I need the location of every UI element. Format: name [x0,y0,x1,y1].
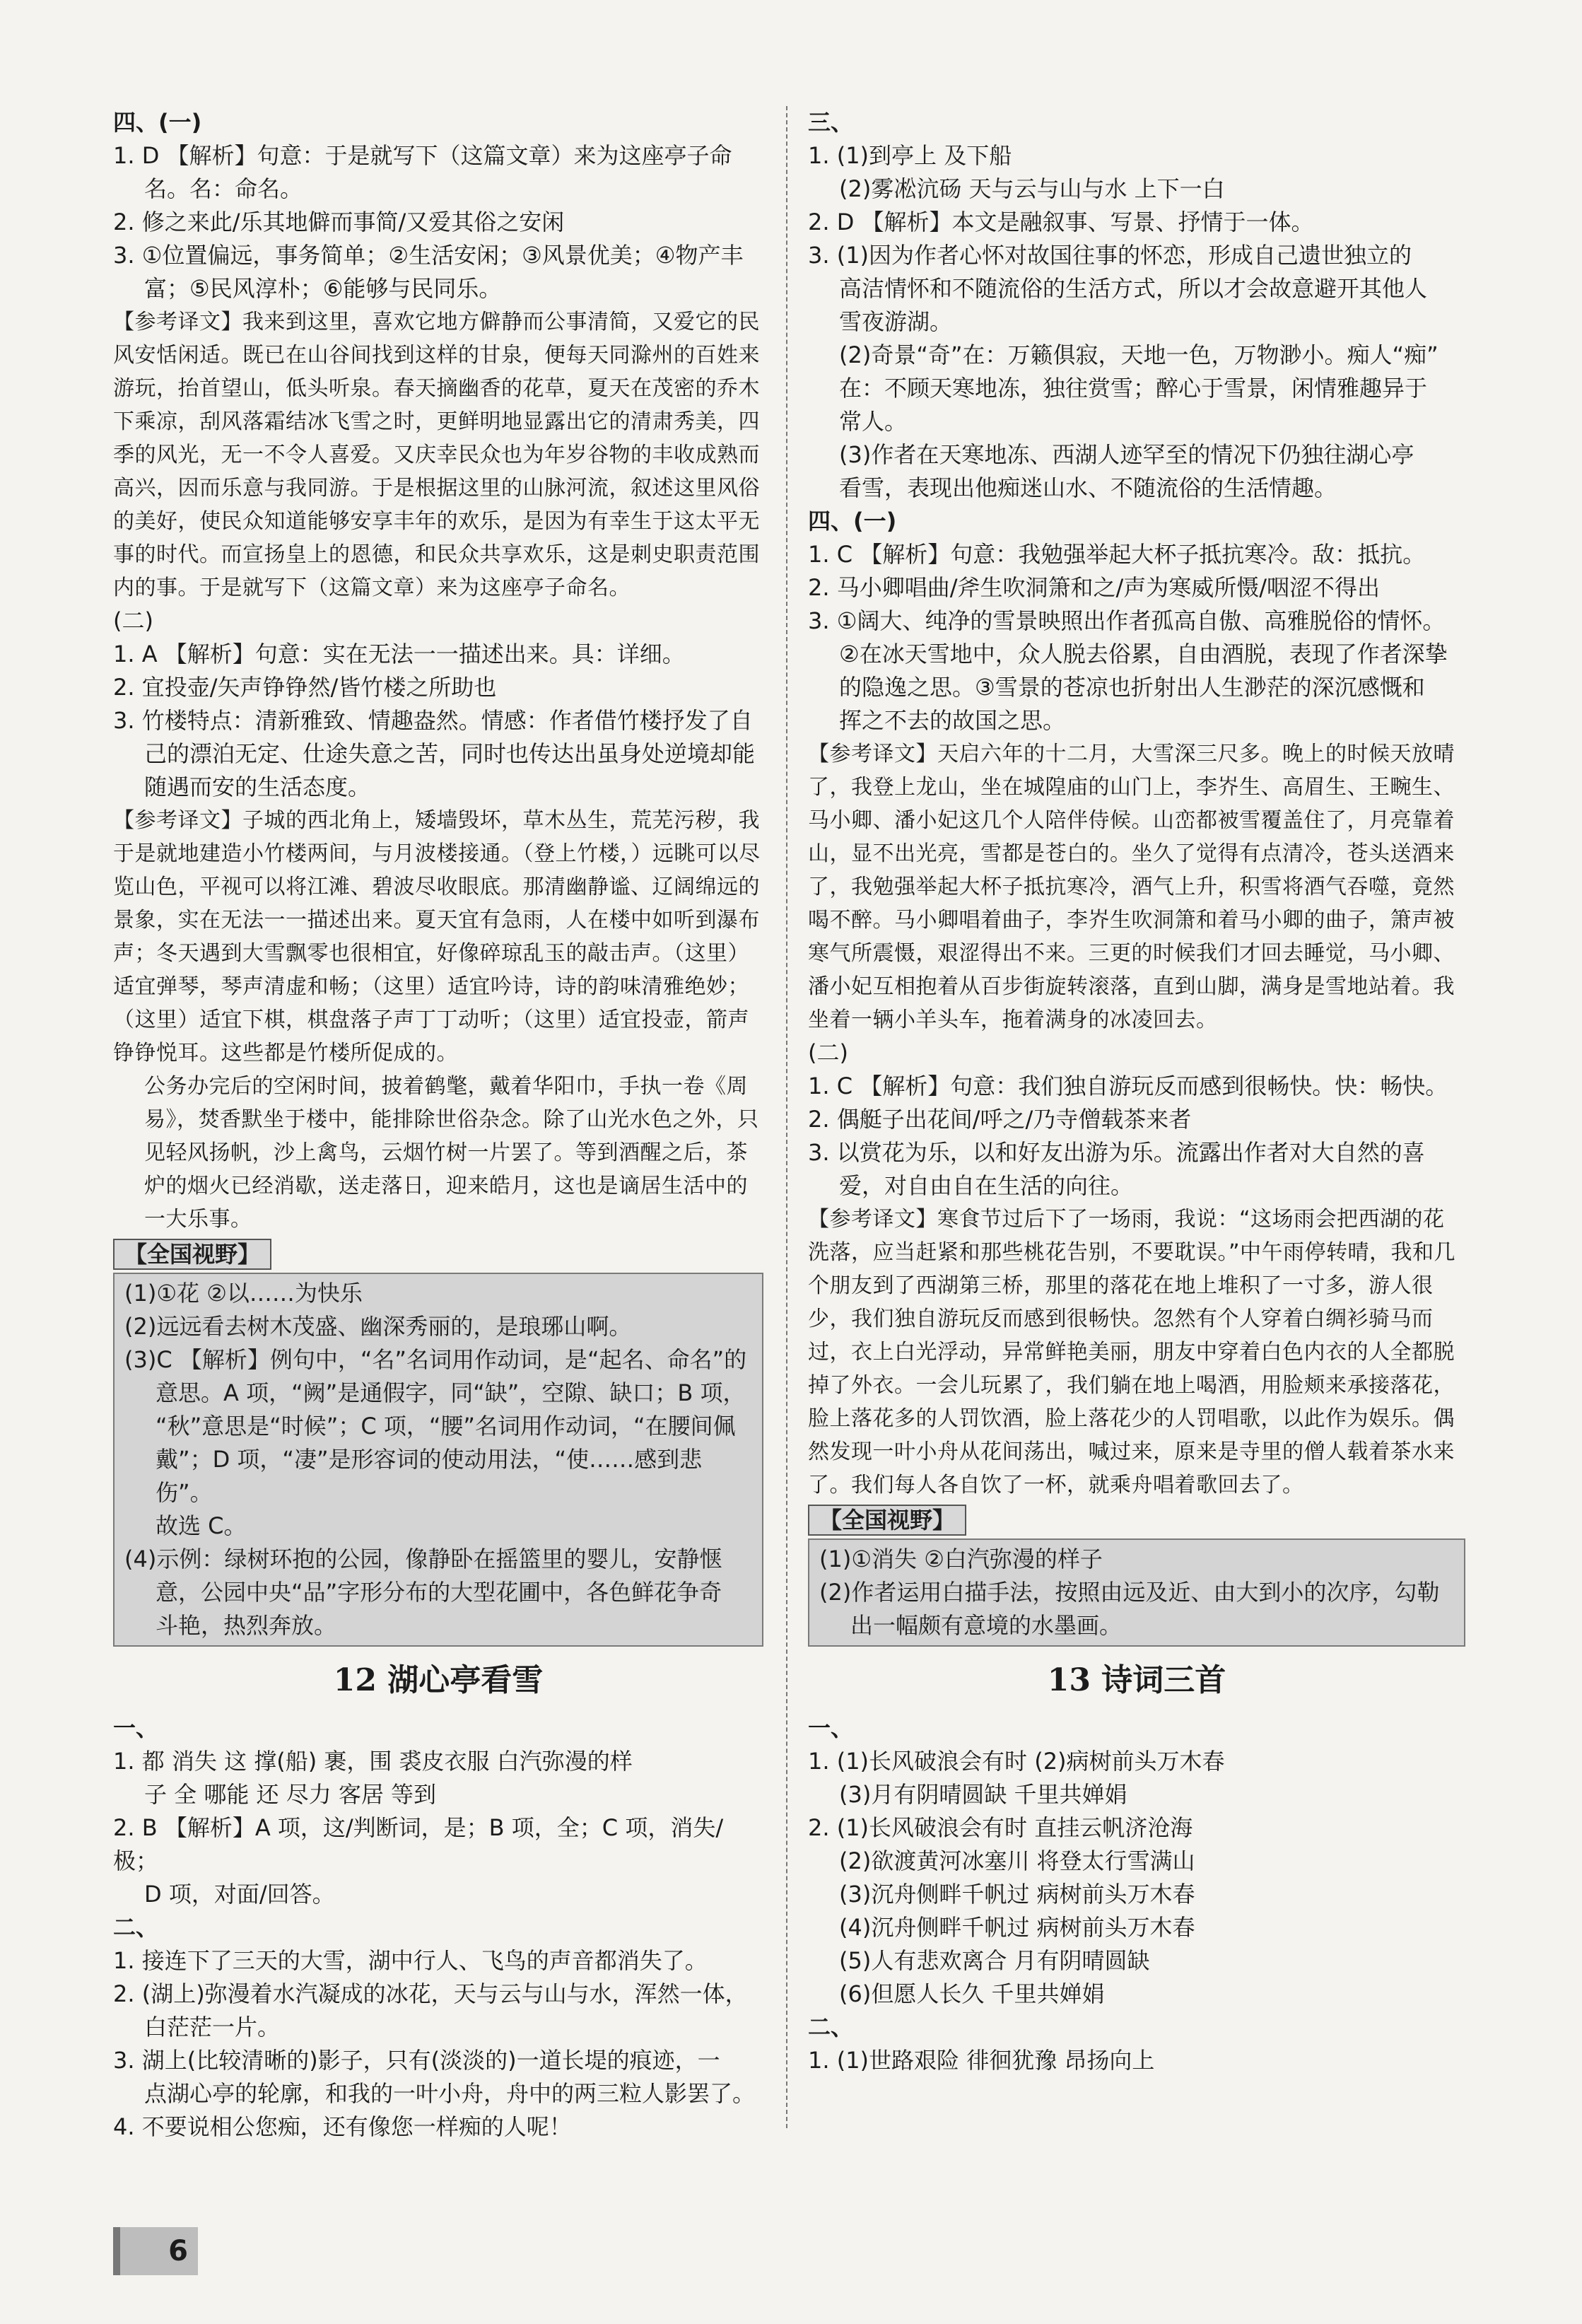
answer-line: 1. A 【解析】句意：实在无法一一描述出来。具：详细。 [113,641,685,667]
answer-line: 2. B 【解析】A 项，这/判断词，是；B 项，全；C 项，消失/极； [113,1814,724,1874]
answer-line: 常人。 [839,408,908,435]
answer-line: 1. C 【解析】句意：我们独自游玩反而感到很畅快。快：畅快。 [808,1073,1448,1099]
answer-line: 3. ①位置偏远，事务简单；②生活安闲；③风景优美；④物产丰 [113,242,744,269]
answer-line: 挥之不去的故国之思。 [839,707,1066,734]
answer-line: 1. D 【解析】句意：于是就写下（这篇文章）来为这座亭子命 [113,142,732,169]
answer-line: (二) [113,607,153,634]
answer-line: 子 全 哪能 还 尽力 客居 等到 [144,1781,437,1808]
box-line: 斗艳，热烈奔放。 [156,1612,337,1639]
answer-line: 1. 都 消失 这 撑(船) 裹，围 裘皮衣服 白汽弥漫的样 [113,1748,633,1775]
answer-line: D 项，对面/回答。 [144,1881,335,1908]
answer-line: 2. 马小卿唱曲/斧生吹洞箫和之/声为寒威所慑/咽涩不得出 [808,574,1381,601]
national-view-label [808,1502,1465,1538]
right-column [808,106,1465,2077]
lesson-title: 12 湖心亭看雪 [333,1662,544,1698]
reference-translation: 【参考译文】寒食节过后下了一场雨，我说：“这场雨会把西湖的花洗落，应当赶紧和那些桃花告别，不要耽误。”中午雨停转晴，我和几个朋友到了西湖第三桥，那里的落花在地上堆积了一寸多，游人很少，我们独自游玩反而感到很畅快。忽然有个人穿着白绸衫骑马而过，衣上白光浮动，异常鲜艳美丽，朋友中穿着白色内衣的人全都脱掉了外衣。一会儿玩累了，我们躺在地上喝酒，用脸颊来承接落花，脸上落花多的人罚饮酒，脸上落花少的人罚唱歌，以此作为娱乐。偶然发现一叶小舟从花间荡出，喊过来，原来是寺里的僧人载着茶水来了。我们每人各自饮了一杯，就乘舟唱着歌回去了。 [808,1207,1456,1497]
reference-translation: 公务办完后的空闲时间，披着鹤氅，戴着华阳巾，手执一卷《周易》，焚香默坐于楼中，能排除世俗杂念。除了山光水色之外，只见轻风扬帆，沙上禽鸟，云烟竹树一片罢了。等到酒醒之后，茶炉的烟火已经消歇，送走落日，迎来皓月，这也是谪居生活中的一大乐事。 [144,1074,759,1232]
answer-line: 随遇而安的生活态度。 [144,773,371,800]
section-heading: 一、 [113,1715,159,1741]
answer-line: ②在冰天雪地中，众人脱去俗累，自由酒脱，表现了作者深挚 [839,641,1448,667]
answer-line: (3)沉舟侧畔千帆过 病树前头万木春 [839,1881,1195,1908]
answer-line: 富；⑤民风淳朴；⑥能够与民同乐。 [144,275,502,302]
answer-line: 3. ①阔大、纯净的雪景映照出作者孤高自傲、高雅脱俗的情怀。 [808,607,1446,634]
box-line: (2)作者运用白描手法，按照由远及近、由大到小的次序，勾勒 [819,1579,1440,1606]
answer-line: (6)但愿人长久 千里共婵娟 [839,1980,1105,2007]
box-line: 戴”；D 项，“凄”是形容词的使动用法，“使……感到悲伤”。 [156,1446,703,1506]
answer-line: 2. 宜投壶/矢声铮铮然/皆竹楼之所助也 [113,674,497,701]
answer-line: 2. 偶艇子出花间/呼之/乃寺僧载茶来者 [808,1106,1192,1133]
answer-line: 3. 竹楼特点：清新雅致、情趣盎然。情感：作者借竹楼抒发了自 [113,707,753,734]
answer-line: (二) [808,1039,848,1066]
left-column [113,106,763,2144]
lesson-title: 13 诗词三首 [1047,1662,1226,1698]
box-line: 意，公园中央“品”字形分布的大型花圃中，各色鲜花争奇 [156,1579,722,1606]
section-heading: 二、 [113,1914,159,1941]
answer-line: 高洁情怀和不随流俗的生活方式，所以才会故意避开其他人 [839,275,1428,302]
section-heading: 四、(一) [808,508,897,535]
page-number: 6 [113,2227,198,2275]
box-line: 出一幅颇有意境的水墨画。 [850,1612,1123,1639]
answer-line: (3)月有阴晴圆缺 千里共婵娟 [839,1781,1127,1808]
answer-line: 在：不顾天寒地冻，独往赏雪；醉心于雪景，闲情雅趣异于 [839,375,1428,402]
answer-line: 2. D 【解析】本文是融叙事、写景、抒情于一体。 [808,209,1314,235]
box-line: 意思。A 项，“阙”是通假字，同“缺”，空隙、缺口；B 项， [156,1379,746,1406]
answer-line: 己的漂泊无定、仕途失意之苦，同时也传达出虽身处逆境却能 [144,740,756,767]
answer-line: (2)雾凇沆砀 天与云与山与水 上下一白 [839,175,1225,202]
box-line: (1)①消失 ②白汽弥漫的样子 [819,1546,1103,1572]
national-view-box [808,1538,1465,1647]
answer-line: 雪夜游湖。 [839,308,953,335]
answer-line: 3. (1)因为作者心怀对故国往事的怀恋，形成自己遗世独立的 [808,242,1412,269]
box-line: (4)示例：绿树环抱的公园，像静卧在摇篮里的婴儿，安静惬 [124,1546,722,1572]
answer-line: 名。名：命名。 [144,175,303,202]
answer-line: 1. 接连下了三天的大雪，湖中行人、飞鸟的声音都消失了。 [113,1947,708,1974]
answer-line: 2. (1)长风破浪会有时 直挂云帆济沧海 [808,1814,1193,1841]
answer-line: 的隐逸之思。③雪景的苍凉也折射出人生渺茫的深沉感慨和 [839,674,1425,701]
answer-line: 4. 不要说相公您痴，还有像您一样痴的人呢！ [113,2113,572,2140]
answer-line: (4)沉舟侧畔千帆过 病树前头万木春 [839,1914,1195,1941]
box-line: (2)远远看去树木茂盛、幽深秀丽的，是琅琊山啊。 [124,1313,632,1340]
answer-line: 1. C 【解析】句意：我勉强举起大杯子抵抗寒冷。敌：抵抗。 [808,541,1426,568]
box-line: (3)C 【解析】例句中，“名”名词用作动词，是“起名、命名”的 [124,1346,747,1373]
column-divider [786,106,787,2128]
section-heading: 三、 [808,109,854,136]
answer-line: 1. (1)世路艰险 徘徊犹豫 昂扬向上 [808,2047,1155,2074]
national-view-label [113,1236,763,1273]
answer-line: 1. (1)长风破浪会有时 (2)病树前头万木春 [808,1748,1225,1775]
section-heading: 一、 [808,1715,854,1741]
reference-translation: 【参考译文】天启六年的十二月，大雪深三尺多。晚上的时候天放晴了，我登上龙山，坐在城隍庙的山门上，李岕生、高眉生、王畹生、马小卿、潘小妃这几个人陪伴侍候。山峦都被雪覆盖住了，月亮靠着山，显不出光亮，雪都是苍白的。坐久了觉得有点清冷，苍头送酒来了，我勉强举起大杯子抵抗寒冷，酒气上升，积雪将酒气吞噬，竟然喝不醉。马小卿唱着曲子，李岕生吹洞箫和着马小卿的曲子，箫声被寒气所震慑，艰涩得出不来。三更的时候我们才回去睡觉，马小卿、潘小妃互相抱着从百步街旋转滚落，直到山脚，满身是雪地站着。我坐着一辆小羊头车，拖着满身的冰凌回去。 [808,742,1455,1032]
national-view-tag: 【全国视野】 [113,1239,271,1270]
box-line: “秋”意思是“时候”；C 项，“腰”名词用作动词，“在腰间佩 [156,1413,736,1440]
answer-line: 白茫茫一片。 [144,2014,281,2040]
answer-line: 3. 以赏花为乐，以和好友出游为乐。流露出作者对大自然的喜 [808,1139,1425,1166]
answer-line: 1. (1)到亭上 及下船 [808,142,1012,169]
national-view-tag: 【全国视野】 [808,1505,966,1536]
section-heading: 二、 [808,2014,854,2040]
answer-line: (5)人有悲欢离合 月有阴晴圆缺 [839,1947,1150,1974]
box-line: (1)①花 ②以……为快乐 [124,1280,363,1307]
reference-translation: 【参考译文】我来到这里，喜欢它地方僻静而公事清简，又爱它的民风安恬闲适。既已在山谷间找到这样的甘泉，便每天同滁州的百姓来游玩，抬首望山，低头听泉。春天摘幽香的花草，夏天在茂密的乔木下乘凉，刮风落霜结冰飞雪之时，更鲜明地显露出它的清肃秀美，四季的风光，无一不令人喜爱。又庆幸民众也为年岁谷物的丰收成熟而高兴，因而乐意与我同游。于是根据这里的山脉河流，叙述这里风俗的美好，使民众知道能够安享丰年的欢乐，是因为有幸生于这太平无事的时代。而宣扬皇上的恩德，和民众共享欢乐，这是刺史职责范围内的事。于是就写下（这篇文章）来为这座亭子命名。 [113,310,760,600]
answer-line: 爱，对自由自在生活的向往。 [839,1172,1134,1199]
answer-line: 点湖心亭的轮廓，和我的一叶小舟，舟中的两三粒人影罢了。 [144,2080,756,2107]
answer-line: (2)欲渡黄河冰塞川 将登太行雪满山 [839,1847,1195,1874]
answer-line: 2. (湖上)弥漫着水汽凝成的冰花，天与云与山与水，浑然一体， [113,1980,748,2007]
national-view-box [113,1273,763,1647]
answer-line: 看雪，表现出他痴迷山水、不随流俗的生活情趣。 [839,474,1337,501]
answer-line: (2)奇景“奇”在：万籁俱寂，天地一色，万物渺小。痴人“痴” [839,341,1439,368]
box-line: 故选 C。 [156,1512,247,1539]
reference-translation: 【参考译文】子城的西北角上，矮墙毁坏，草木丛生，荒芜污秽，我于是就地建造小竹楼两间，与月波楼接通。（登上竹楼，）远眺可以尽览山色，平视可以将江滩、碧波尽收眼底。那清幽静谧、辽阔绵远的景象，实在无法一一描述出来。夏天宜有急雨，人在楼中如听到瀑布声；冬天遇到大雪飘零也很相宜，好像碎琼乱玉的敲击声。（这里）适宜弹琴，琴声清虚和畅；（这里）适宜吟诗，诗的韵味清雅绝妙；（这里）适宜下棋，棋盘落子声丁丁动听；（这里）适宜投壶，箭声铮铮悦耳。这些都是竹楼所促成的。 [113,808,761,1065]
answer-line: 2. 修之来此/乐其地僻而事简/又爱其俗之安闲 [113,209,565,235]
section-heading: 四、(一) [113,109,202,136]
answer-line: (3)作者在天寒地冻、西湖人迹罕至的情况下仍独往湖心亭 [839,441,1414,468]
answer-line: 3. 湖上(比较清晰的)影子，只有(淡淡的)一道长堤的痕迹，一 [113,2047,720,2074]
